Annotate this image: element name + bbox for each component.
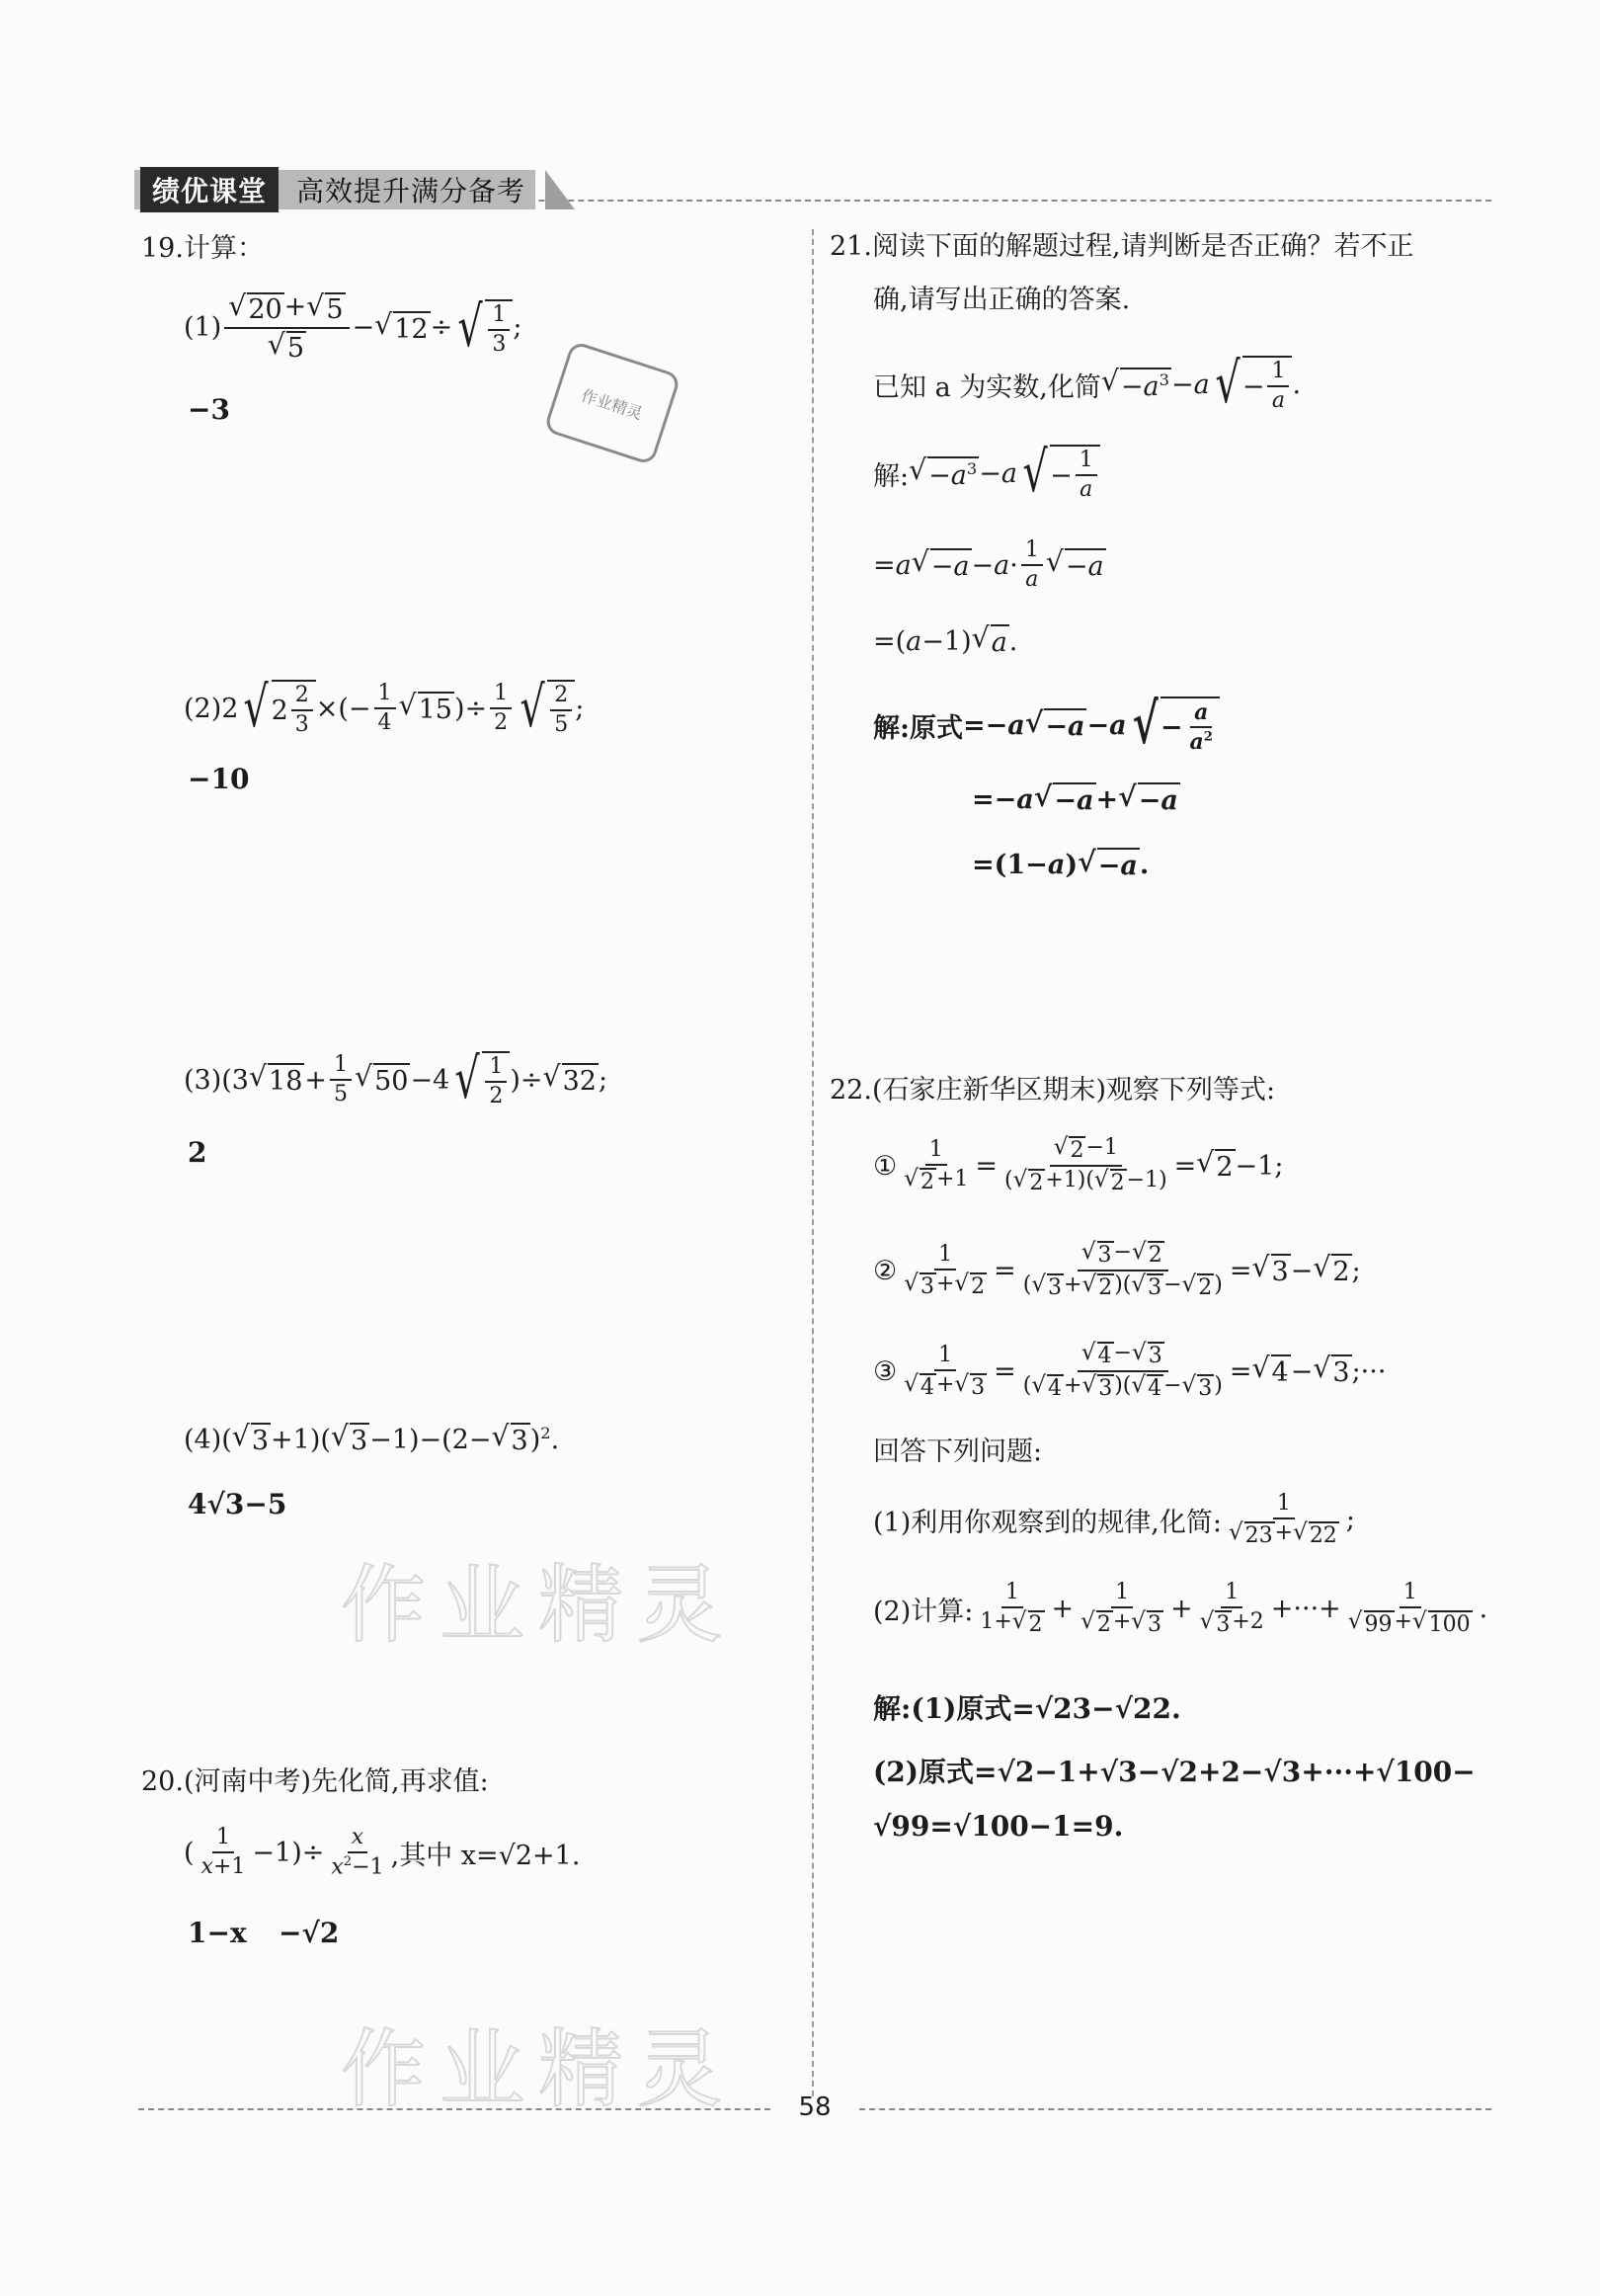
q22-equation-3: ③ 1 √ 4 + √ 3 = √ 4 − √ 3 ( √ 4 + √ 3 )( √ 4 − √ 3 ) = √ 4 − √ 3 ;··· bbox=[873, 1340, 1387, 1402]
q19-part1-answer: −3 bbox=[188, 393, 230, 426]
page-number: 58 bbox=[798, 2092, 832, 2122]
q19-part3-answer: 2 bbox=[188, 1136, 207, 1169]
q22-equation-1: ① 1 √ 2 +1 = √ 2 −1 ( √ 2 +1)( √ 2 −1) = √ 2 −1; bbox=[873, 1134, 1284, 1196]
q21-step3: =(a−1) √ a . bbox=[873, 621, 1018, 658]
banner-arrow-icon bbox=[545, 170, 575, 209]
q22-solution-2-line1: (2)原式=√2−1+√3−√2+2−√3+···+√100− bbox=[873, 1756, 1476, 1788]
q19-part4-answer: 4√3−5 bbox=[188, 1488, 287, 1520]
watermark: 作业精灵 bbox=[341, 1556, 736, 1655]
q20-title: 20.(河南中考)先化简,再求值: bbox=[141, 1766, 489, 1797]
q21-step1: 解: √ $-a^3$ −a √ − $\frac{1}{a}$ bbox=[873, 445, 1100, 502]
q22-solution-2-line2: √99=√100−1=9. bbox=[873, 1810, 1124, 1843]
q19-part1-expression: (1) √ 20 + √ 5 √ 5 − √ 12 ÷ √ $\frac{1}{3}$ ; bbox=[184, 289, 522, 364]
q21-answer-line2: =−a √ −a + √ −a bbox=[972, 779, 1178, 816]
q22-sub1: (1)利用你观察到的规律,化简: 1 √ 23 + √ 22 ; bbox=[873, 1491, 1355, 1549]
brand-label: 绩优课堂 bbox=[140, 167, 279, 212]
section-banner bbox=[134, 170, 535, 209]
q21-known: 已知 a 为实数,化简 √ $-a^3$ −a √ − $\frac{1}{a}$ . bbox=[873, 351, 1302, 416]
q20-expression: ( $\frac{1}{x+1}$ −1)÷ $\frac{x}{x^2-1}$ ,其中 x=√2+1. bbox=[184, 1825, 581, 1880]
watermark: 作业精灵 bbox=[341, 2020, 736, 2119]
q21-line1: 21.阅读下面的解题过程,请判断是否正确？若不正 bbox=[830, 231, 1414, 262]
column-divider bbox=[812, 229, 814, 2096]
q21-line2: 确,请写出正确的答案. bbox=[873, 285, 1131, 315]
q21-answer-line1: 解:原式 =−a √ −a −a √ − $\frac{a}{a^2}$ bbox=[873, 697, 1220, 754]
footer-rule-right bbox=[859, 2108, 1491, 2110]
q21-answer-line3: =(1−a) √ −a . bbox=[972, 845, 1150, 881]
q22-title: 22.(石家庄新华区期末)观察下列等式: bbox=[830, 1075, 1276, 1106]
q20-answer-value: −√2 bbox=[279, 1917, 340, 1949]
q19-part3-expression: (3) (3 √ 18 + $\frac{1}{5}$ √ 50 −4 √ $\frac{1}{2}$ )÷ √ 32 ; bbox=[184, 1046, 608, 1111]
q19-part4-expression: (4) ( √ 3 +1)( √ 3 −1)−(2− √ 3 )$^2$. bbox=[184, 1420, 560, 1456]
q22-solution-1: 解:(1)原式=√23−√22. bbox=[873, 1692, 1181, 1725]
q22-answer-prompt: 回答下列问题: bbox=[873, 1436, 1043, 1467]
q22-equation-2: ② 1 √ 3 + √ 2 = √ 3 − √ 2 ( √ 3 + √ 2 )( √ 3 − √ 2 ) = √ 3 − √ 2 ; bbox=[873, 1239, 1361, 1301]
q19-part2-answer: −10 bbox=[188, 763, 250, 795]
slogan-label: 高效提升满分备考 bbox=[296, 175, 526, 207]
q22-sub2: (2)计算: 1 1+ √ 2 + 1 √ 2 + √ 3 + 1 √ 3 +2 +···+ 1 √ 99 + √ 100 . bbox=[873, 1580, 1488, 1638]
q20-answer-simplified: 1−x bbox=[188, 1917, 247, 1949]
q19-part2-expression: (2) 2 √ 2 $\frac{2}{3}$ ×(− $\frac{1}{4}$ √ 15 )÷ $\frac{1}{2}$ √ $\frac{2}{5}$ ; bbox=[184, 675, 585, 740]
stamp-logo: 作业精灵 bbox=[543, 340, 681, 465]
q21-step2: =a √ −a −a· $\frac{1}{a}$ √ −a bbox=[873, 537, 1104, 593]
q19-title: 19.计算： bbox=[141, 233, 264, 264]
footer-rule-left bbox=[138, 2108, 770, 2110]
